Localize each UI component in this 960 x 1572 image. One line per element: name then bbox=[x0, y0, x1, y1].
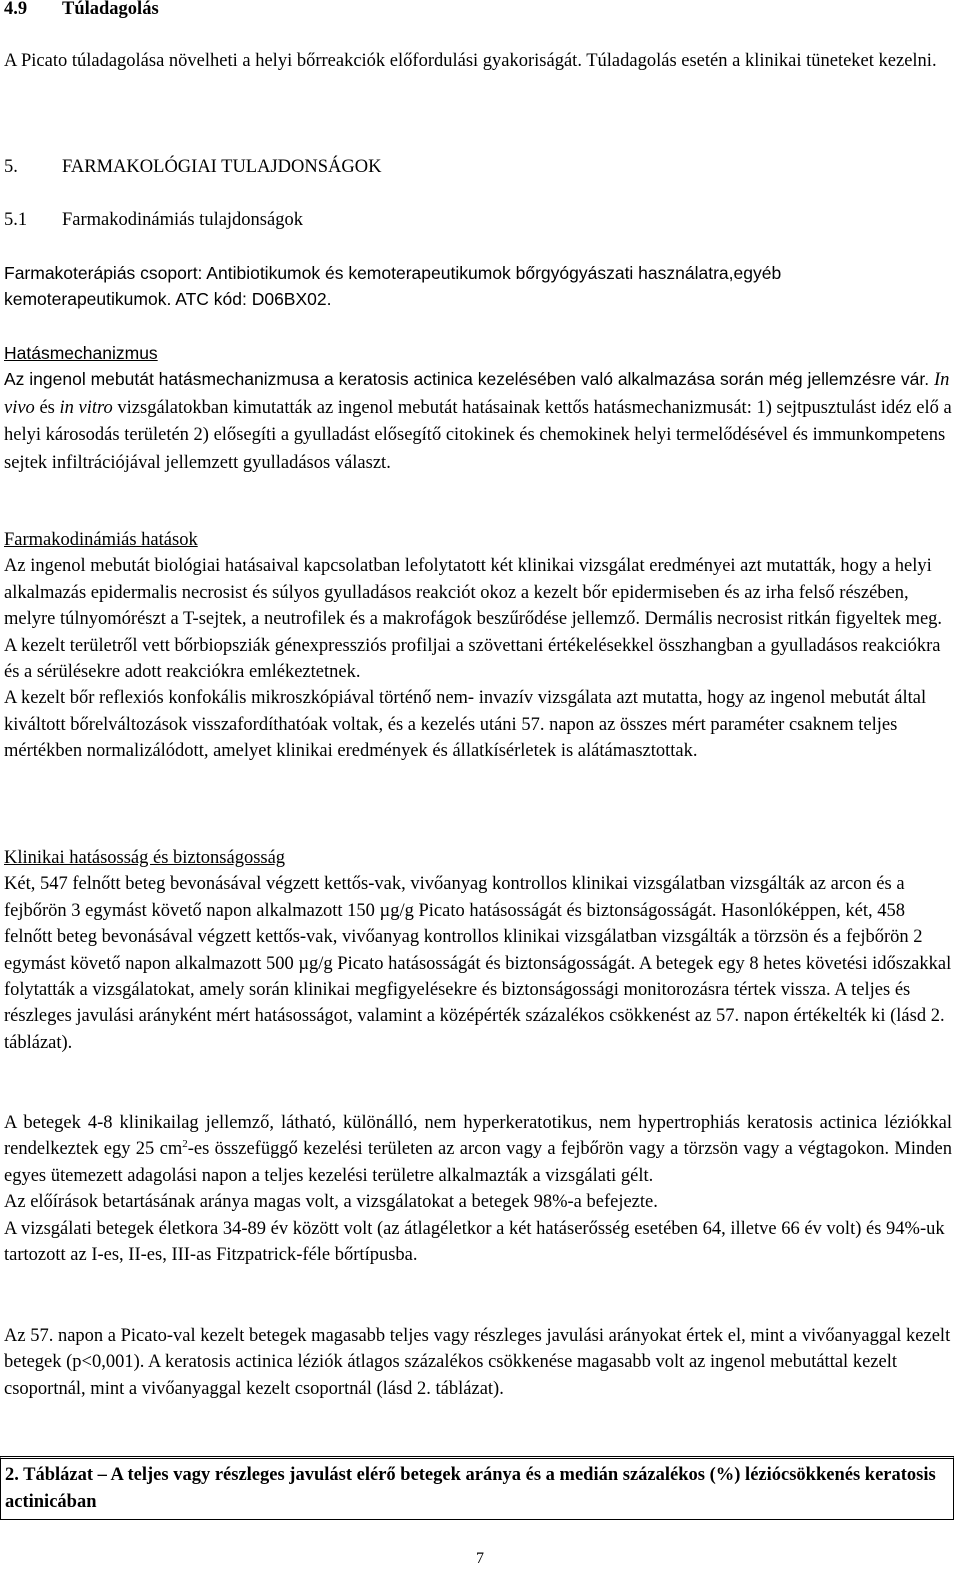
table-2-caption: 2. Táblázat – A teljes vagy részleges javulást elérő betegek aránya és a medián százalékos (%) léziócsökkenés keratosis actinicában bbox=[5, 1465, 936, 1512]
pharmacodynamics-para-3: A kezelt bőr reflexiós konfokális mikroszkópiával történő nem- invazív vizsgálata azt mutatta, hogy az ingenol mebutát által kiváltott bőrelváltozások visszafordíthatóak voltak, és a kezelés utáni 57. napon az összes mért paraméter csaknem teljes mértékben normalizálódott, amelyet klinikai eredmények és állatkísérletek is alátámasztottak. bbox=[4, 688, 927, 762]
clinical-para-1: Két, 547 felnőtt beteg bevonásával végzett kettős-vak, vivőanyag kontrollos klinikai vizsgálatban vizsgálták az arcon és a fejbőrön 3 egymást követő napon alkalmazott 150 µg/g Picato hatásosságát és biztonságosságát. Hasonlóképpen, két, 458 felnőtt beteg bevonásával végzett kettős-vak, vivőanyag kontrollos klinikai vizsgálatban vizsgálták a törzsön és a fejbőrön 2 egymást követő napon alkalmazott 500 µg/g Picato hatásosságát és biztonságosságát. A betegek egy 8 hetes követési időszakkal folytatták a vizsgálatokat, amely során klinikai megfigyelésekre és biztonságossági monitorozásra tértek vissza. A teljes és részleges javulási arányként mért hatásosságot, valamint a középérték százalékos csökkenést az 57. napon értékelték ki (lásd 2. táblázat). bbox=[4, 874, 952, 1053]
pharmacodynamics-heading: Farmakodinámiás hatások bbox=[4, 530, 198, 550]
clinical-para-3: Az előírások betartásának aránya magas volt, a vizsgálatokat a betegek 98%-a befejezte. bbox=[4, 1192, 658, 1213]
clinical-para-5: Az 57. napon a Picato-val kezelt betegek magasabb teljes vagy részleges javulási arányokat értek el, mint a vivőanyaggal kezelt betegek (p<0,001). A keratosis actinica léziók átlagos százalékos csökkenése magasabb volt az ingenol mebutáttal kezelt csoportnál, mint a vivőanyaggal kezelt csoportnál (lásd 2. táblázat). bbox=[4, 1326, 951, 1399]
mechanism-text: Az ingenol mebutát hatásmechanizmusa a keratosis actinica kezelésében való alkalmazása során még jellemzésre vár. In vivo és in vitro vizsgálatokban kimutatták az ingenol mebutát hatásainak kettős hatásmechanizmusát: 1) sejtpusztulást idéz elő a helyi károsodás területén 2) elősegíti a gyulladást elősegítő citokinek és chemokinek helyi termelődésével és immunkompetens sejtek infiltrációjával jellemzett gyulladásos választ. bbox=[4, 369, 952, 473]
section-5-heading: 5. FARMAKOLÓGIAI TULAJDONSÁGOK bbox=[4, 157, 382, 177]
mechanism-section bbox=[4, 340, 952, 476]
page-number: 7 bbox=[476, 1550, 484, 1567]
section-5-1-text: Farmakoterápiás csoport: Antibiotikumok és kemoterapeutikumok bőrgyógyászati használatra,egyéb kemoterapeutikumok. ATC kód: D06BX02. bbox=[4, 263, 782, 310]
section-5-1-heading: 5.1 Farmakodinámiás tulajdonságok bbox=[4, 210, 303, 230]
pharmacodynamics-para-1: Az ingenol mebutát biológiai hatásaival kapcsolatban lefolytatott két klinikai vizsgálat eredményei azt mutatták, hogy a helyi alkalmazás epidermalis necrosist és súlyos gyulladásos reakciót okoz a kezelt bőr epidermiseben és az irha felső részében, melyre túlnyomórészt a T-sejtek, a neutrofilek és a makrofágok beszűrődése jellemző. Dermális necrosist ritkán figyeltek meg. bbox=[4, 556, 943, 630]
clinical-heading: Klinikai hatásosság és biztonságosság bbox=[4, 848, 286, 868]
clinical-para-2: A betegek 4-8 klinikailag jellemző, látható, különálló, nem hyperkeratotikus, nem hypertrophiás keratosis actinica léziókkal rendelkeztek egy 25 $cm^2-es$ összefüggő kezelési területen az arcon vagy a fejbőrön vagy a törzsön vagy a végtagokon. Minden egyes ütemezett adagolási napon a teljes kezelési területre alkalmazták a vizsgálati gélt. bbox=[4, 1113, 952, 1186]
clinical-para-2-block bbox=[4, 1110, 952, 1268]
section-4-9-text: A Picato túladagolása növelheti a helyi bőrreakciók előfordulási gyakoriságát. Túladagolás esetén a klinikai tüneteket kezelni. bbox=[4, 51, 937, 71]
section-4-9-heading: 4.9 Túladagolás bbox=[4, 0, 159, 19]
clinical-para-4: A vizsgálati betegek életkora 34-89 év között volt (az átlagéletkor a két hatáserősség esetében 64, illetve 66 év volt) és 94%-uk tartozott az I-es, II-es, III-as Fitzpatrick-féle bőrtípusba. bbox=[4, 1218, 945, 1266]
pharmacodynamics-section bbox=[4, 527, 952, 765]
pharmacodynamics-para-2: A kezelt területről vett bőrbiopsziák génexpressziós profiljai a szövettani értékelésekkel összhangban a gyulladásos reakciókra és a sérülésekre adott reakciókra emlékeztetnek. bbox=[4, 635, 941, 683]
clinical-section bbox=[4, 845, 952, 1056]
table-2 bbox=[0, 1456, 954, 1520]
mechanism-heading: Hatásmechanizmus bbox=[4, 343, 158, 363]
